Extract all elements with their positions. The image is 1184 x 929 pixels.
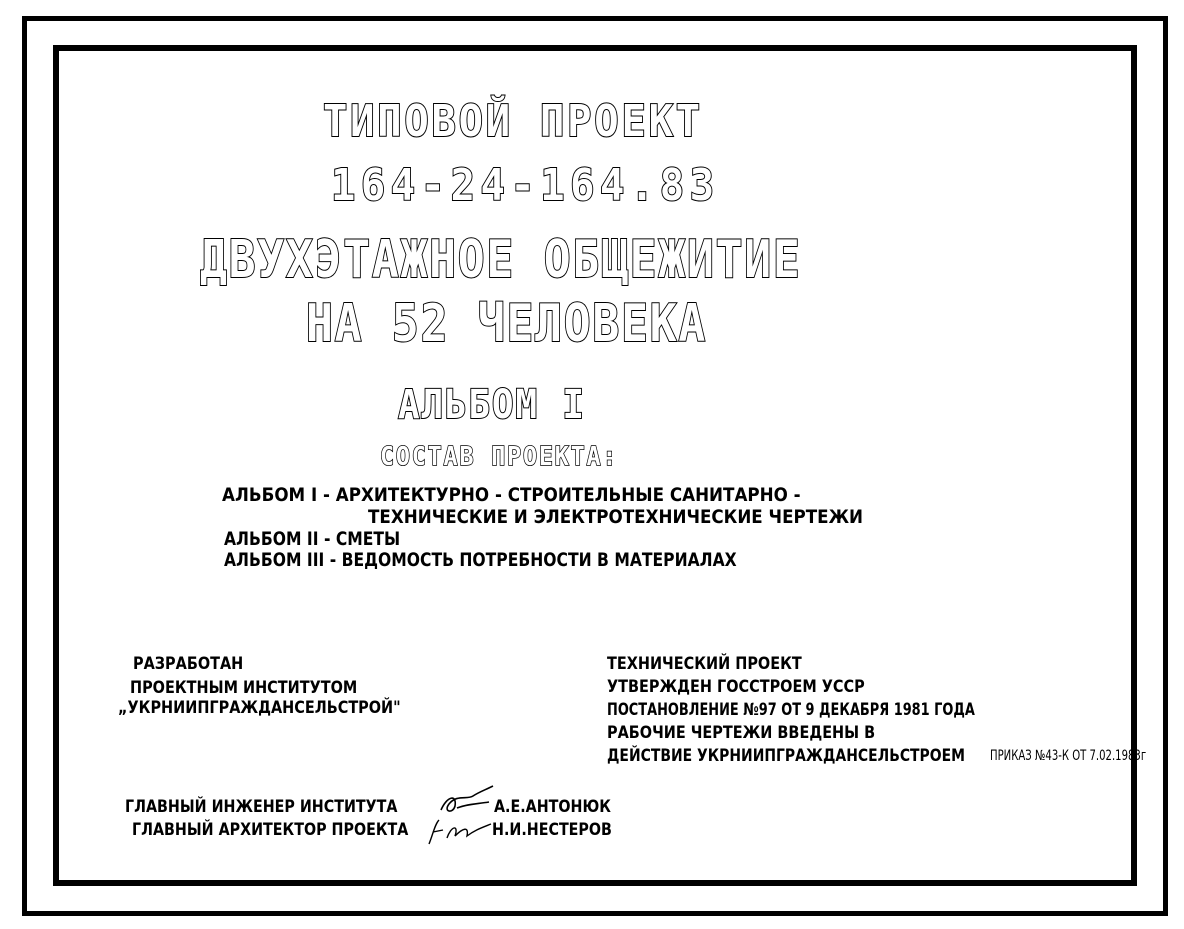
album-1-line-1: АЛЬБОМ I - АРХИТЕКТУРНО - СТРОИТЕЛЬНЫЕ САНИТАРНО - (222, 484, 801, 506)
title-building-type: ДВУХЭТАЖНОЕ ОБЩЕЖИТИЕ (200, 230, 802, 290)
developer-institute-name: „УКРНИИПГРАЖДАНСЕЛЬСТРОЙ" (118, 698, 401, 718)
chief-architect-role: ГЛАВНЫЙ АРХИТЕКТОР ПРОЕКТА (132, 820, 409, 840)
developer-institute-label: ПРОЕКТНЫМ ИНСТИТУТОМ (130, 678, 358, 698)
approval-working-drawings: РАБОЧИЕ ЧЕРТЕЖИ ВВЕДЕНЫ В (607, 723, 876, 743)
title-capacity: НА 52 ЧЕЛОВЕКА (306, 294, 708, 354)
album-2: АЛЬБОМ II - СМЕТЫ (224, 528, 401, 550)
chief-architect-name: Н.И.НЕСТЕРОВ (492, 820, 612, 840)
project-number: 164-24-164.83 (331, 160, 720, 211)
approval-enacted-by: ДЕЙСТВИЕ УКРНИИПГРАЖДАНСЕЛЬСТРОЕМ (607, 746, 966, 766)
chief-architect-signature (425, 814, 495, 848)
developed-by-label: РАЗРАБОТАН (133, 654, 244, 674)
approval-resolution: ПОСТАНОВЛЕНИЕ №97 ОТ 9 ДЕКАБРЯ 1981 ГОДА (607, 700, 975, 720)
approval-technical-project: ТЕХНИЧЕСКИЙ ПРОЕКТ (607, 654, 802, 674)
chief-engineer-name: А.Е.АНТОНЮК (494, 797, 611, 817)
title-typical-project: ТИПОВОЙ ПРОЕКТ (323, 96, 703, 147)
approval-order-number: ПРИКАЗ №43-К ОТ 7.02.1983г (990, 748, 1147, 764)
album-heading: АЛЬБОМ I (398, 382, 586, 428)
chief-engineer-role: ГЛАВНЫЙ ИНЖЕНЕР ИНСТИТУТА (125, 797, 398, 817)
album-1-line-2: ТЕХНИЧЕСКИЕ И ЭЛЕКТРОТЕХНИЧЕСКИЕ ЧЕРТЕЖИ (368, 506, 864, 528)
approval-by-gosstroy: УТВЕРЖДЕН ГОССТРОЕМ УССР (607, 677, 865, 697)
album-3: АЛЬБОМ III - ВЕДОМОСТЬ ПОТРЕБНОСТИ В МАТЕРИАЛАХ (224, 549, 737, 571)
project-composition-heading: СОСТАВ ПРОЕКТА: (380, 442, 619, 472)
